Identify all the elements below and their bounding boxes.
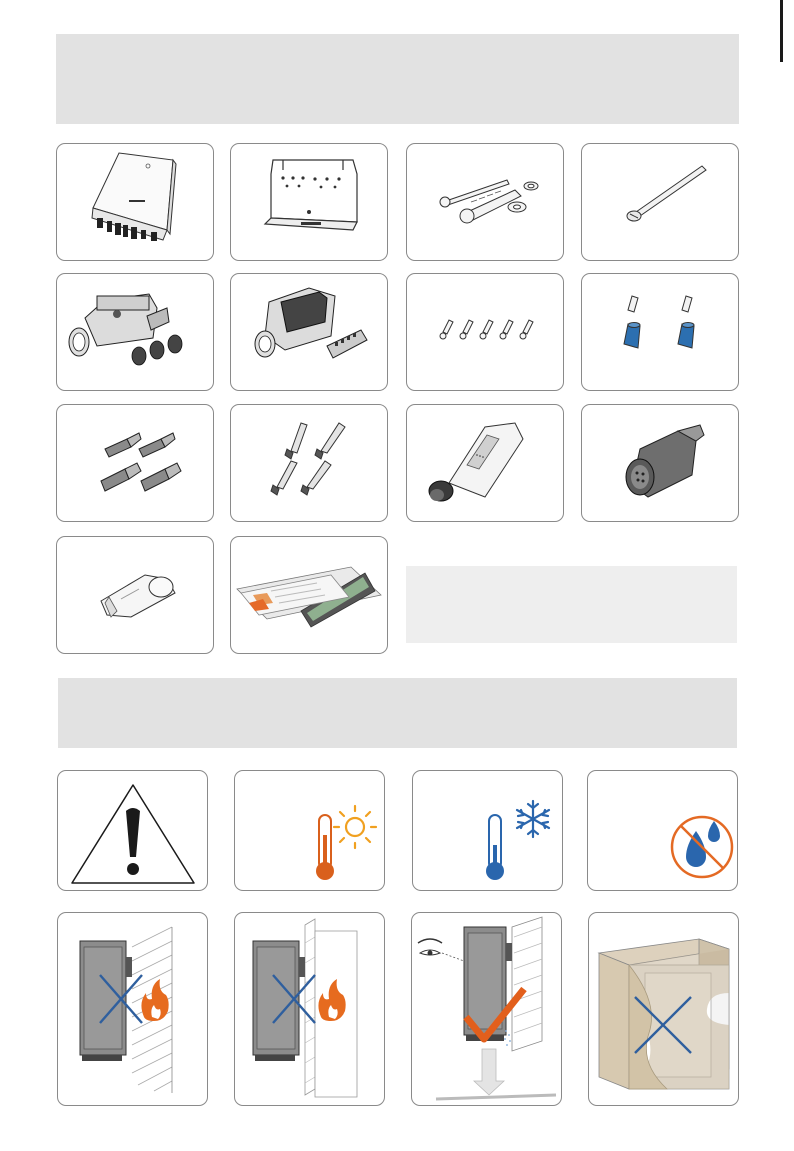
item-card-expansion-bolts — [406, 143, 564, 261]
item-card-long-screw — [581, 143, 739, 261]
pin-contact-icon — [231, 405, 389, 523]
item-card-inverter — [56, 143, 214, 261]
cord-end-terminal-icon — [407, 274, 565, 392]
communication-stick-icon — [407, 405, 565, 523]
item-card-meter-connector — [581, 404, 739, 522]
no-water-icon — [588, 771, 739, 892]
install-card-vertical-mount — [411, 912, 562, 1106]
section-header-scope-of-delivery — [56, 34, 739, 124]
item-card-ac-connector — [56, 273, 214, 391]
install-card-not-near-flammable — [234, 912, 385, 1106]
round-connector-icon — [582, 405, 740, 523]
item-card-mounting-bracket — [230, 143, 388, 261]
enclosed-space-icon — [589, 913, 740, 1107]
cold-thermometer-icon — [413, 771, 564, 892]
eye-icon — [418, 939, 442, 956]
com-connector-icon — [231, 274, 389, 392]
env-card-low-temperature — [412, 770, 563, 891]
screw-icon — [582, 144, 740, 262]
insulated-terminal-icon — [582, 274, 740, 392]
pv-connector-icon — [57, 405, 215, 523]
env-card-warning — [57, 770, 208, 891]
expansion-bolt-icon — [407, 144, 565, 262]
vertical-mount-icon — [412, 913, 563, 1107]
documents-icon — [231, 537, 389, 655]
hot-thermometer-icon — [235, 771, 386, 892]
dongle-icon — [57, 537, 215, 655]
snowflake-icon — [517, 801, 549, 837]
page-edge-mark — [780, 0, 783, 62]
flammable-wall-icon — [58, 913, 209, 1107]
wall-bracket-icon — [231, 144, 389, 262]
section-header-installation-environment — [58, 678, 737, 748]
note-box — [406, 566, 737, 643]
ac-connector-icon — [57, 274, 215, 392]
item-card-insulated-terminals — [581, 273, 739, 391]
item-card-wifi-stick — [56, 536, 214, 654]
item-card-pv-pin-contacts — [230, 404, 388, 522]
inverter-icon — [57, 144, 215, 262]
install-card-not-enclosed — [588, 912, 739, 1106]
env-card-no-water — [587, 770, 738, 891]
env-card-high-temperature — [234, 770, 385, 891]
item-card-pv-connectors — [56, 404, 214, 522]
flammable-nearby-icon — [235, 913, 386, 1107]
item-card-communication-module — [406, 404, 564, 522]
item-card-com-connector — [230, 273, 388, 391]
item-card-cord-end-terminals — [406, 273, 564, 391]
warning-icon — [58, 771, 209, 892]
install-card-not-on-flammable-wall — [57, 912, 208, 1106]
item-card-documents — [230, 536, 388, 654]
